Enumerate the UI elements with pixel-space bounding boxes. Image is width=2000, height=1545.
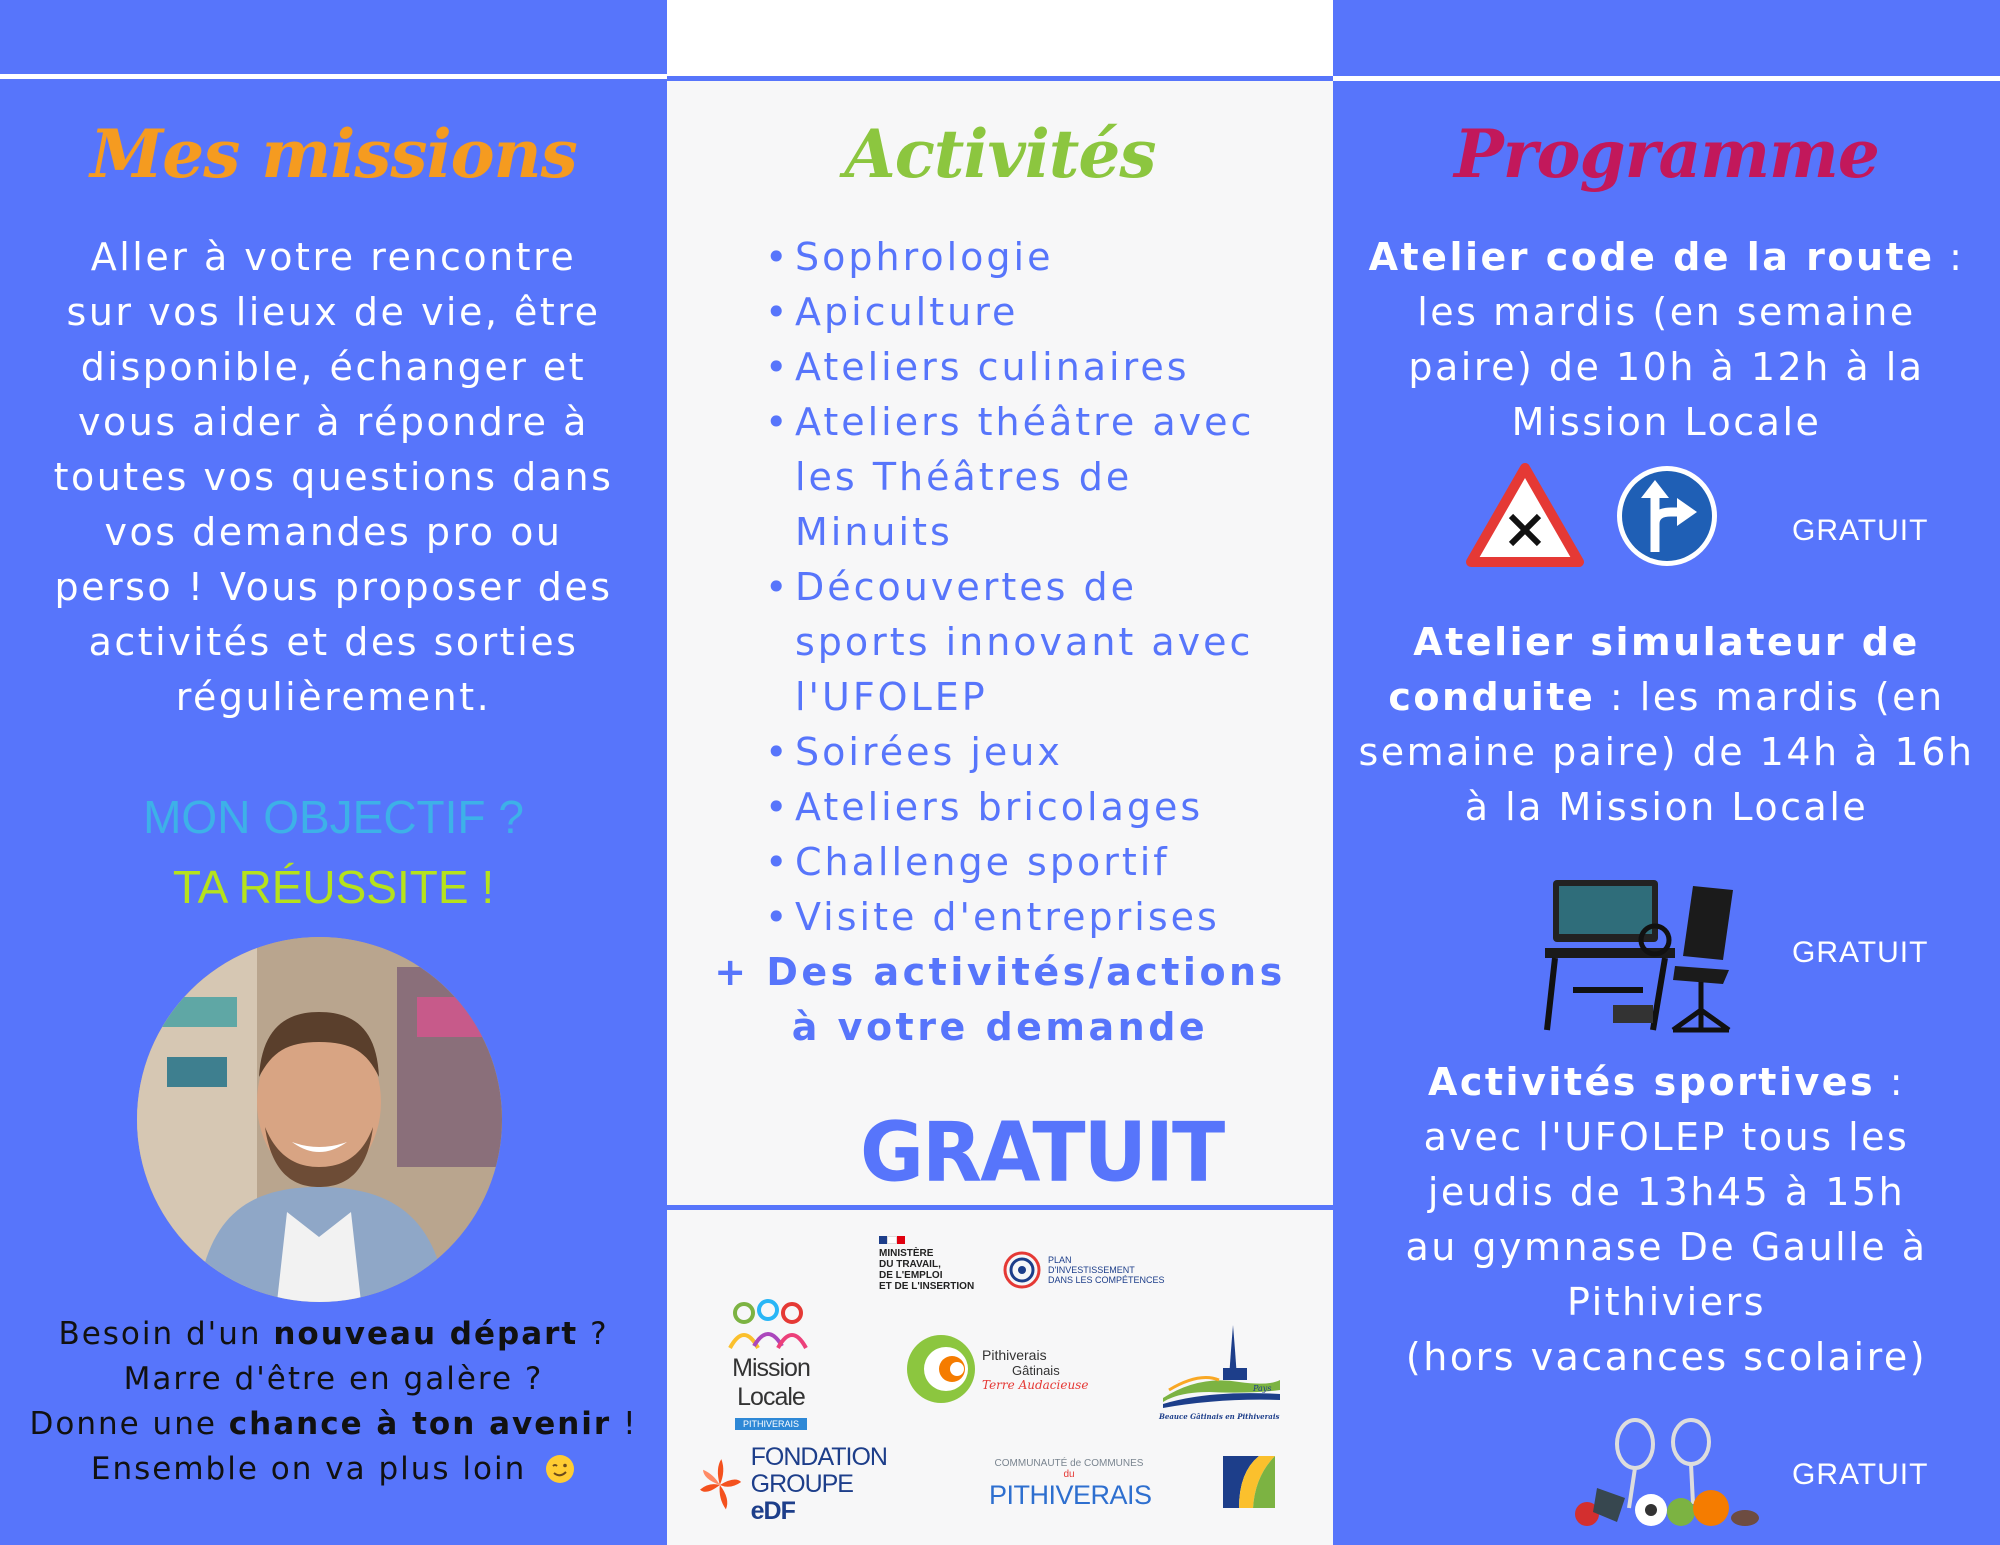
text-line: disponible, échanger et — [80, 345, 587, 389]
simulateur-section — [1333, 615, 2000, 835]
text-line: vos demandes pro ou — [104, 510, 563, 554]
ministry-logo — [879, 1236, 989, 1292]
ccpg-logo — [904, 1332, 1094, 1406]
logo-text: Pithiverais — [982, 1346, 1047, 1363]
code-route-section — [1333, 230, 2000, 450]
logo-text: D'INVESTISSEMENT — [1048, 1265, 1135, 1275]
text-line: régulièrement. — [175, 675, 492, 719]
section-heading: conduite — [1388, 675, 1596, 719]
activity-text: Découvertes de — [795, 565, 1138, 609]
section-heading: Atelier simulateur de — [1413, 620, 1920, 664]
bullet: • — [765, 290, 791, 334]
text-line: Pithiviers — [1566, 1280, 1767, 1324]
logo-text: Pays — [1253, 1384, 1272, 1393]
divider — [1333, 76, 2000, 81]
activities-list — [765, 230, 1305, 945]
activity-text: Ateliers culinaires — [795, 345, 1190, 389]
activity-text: Sophrologie — [795, 235, 1054, 279]
divider — [667, 1205, 1333, 1210]
appeal-fragment: Donne une — [29, 1406, 229, 1442]
activity-text: Challenge sportif — [795, 840, 1170, 884]
appeal-fragment: Ensemble on va plus loin — [90, 1451, 527, 1487]
text-line: (hors vacances scolaire) — [1405, 1335, 1928, 1379]
text-line: Aller à votre rencontre — [90, 235, 577, 279]
danger-crossroad-sign-icon — [1465, 462, 1585, 568]
activity-text: Minuits — [795, 510, 953, 554]
section-heading: Activités sportives — [1427, 1060, 1876, 1104]
appeal-text — [20, 1312, 647, 1492]
activity-text: les Théâtres de — [795, 455, 1133, 499]
divider — [667, 76, 1333, 81]
section-heading: Atelier code de la route — [1368, 235, 1935, 279]
text-line: jeudis de 13h45 à 15h — [1427, 1170, 1906, 1214]
appeal-line — [20, 1402, 647, 1447]
activity-text: Soirées jeux — [795, 730, 1063, 774]
advisor-photo — [137, 937, 502, 1302]
logo-text: FONDATION — [750, 1443, 887, 1471]
logo-text: Gâtinais — [1012, 1362, 1060, 1378]
bullet: • — [765, 400, 791, 444]
heading-suffix: : — [1875, 1060, 1906, 1104]
section-heading-line — [1333, 1055, 2000, 1110]
appeal-fragment: ? — [578, 1316, 609, 1352]
list-item — [765, 725, 1305, 780]
region-emblem-icon — [1219, 1452, 1279, 1512]
bullet: • — [765, 785, 791, 829]
fondation-edf-logo — [697, 1444, 887, 1525]
free-label: GRATUIT — [1792, 514, 1929, 547]
text-line: vous aider à répondre à — [78, 400, 589, 444]
list-item — [765, 560, 1305, 725]
list-item — [765, 890, 1305, 945]
logo-text: PLAN — [1048, 1255, 1072, 1265]
bullet: • — [765, 235, 791, 279]
logo-text: PITHIVERAIS — [735, 1418, 807, 1430]
logo-text: DU TRAVAIL, — [879, 1259, 941, 1270]
extra-line: + Des activités/actions — [714, 950, 1286, 994]
missions-panel — [0, 0, 667, 1545]
objective-question: MON OBJECTIF ? — [143, 791, 524, 843]
divider — [0, 74, 667, 79]
direction-sign-icon — [1615, 464, 1719, 568]
appeal-fragment: Besoin d'un — [58, 1316, 274, 1352]
free-stamp: GRATUIT — [860, 1105, 1224, 1201]
text-line: activités et des sorties — [88, 620, 579, 664]
list-item — [765, 285, 1305, 340]
activity-text: Ateliers bricolages — [795, 785, 1204, 829]
logo-text: COMMUNAUTÉ de COMMUNES — [994, 1458, 1144, 1469]
list-item — [765, 230, 1305, 285]
pic-emblem-icon — [1002, 1250, 1042, 1290]
programme-panel — [1333, 0, 2000, 1545]
text-line: Mission Locale — [1511, 400, 1822, 444]
appeal-line: Marre d'être en galère ? — [123, 1361, 544, 1397]
activity-text: Ateliers théâtre avec — [795, 400, 1255, 444]
logo-text: eDF — [750, 1497, 795, 1525]
activities-title: Activités — [844, 115, 1156, 193]
mission-locale-logo — [701, 1298, 841, 1431]
bullet: • — [765, 895, 791, 939]
pays-logo — [1159, 1320, 1284, 1428]
pic-logo — [1002, 1250, 1182, 1290]
activity-text: sports innovant avec — [795, 620, 1254, 664]
bullet: • — [765, 840, 791, 884]
logo-text: DE L'EMPLOI — [879, 1270, 943, 1281]
church-landscape-icon — [1159, 1320, 1284, 1408]
list-item — [765, 780, 1305, 835]
logo-text: ET DE L'INSERTION — [879, 1281, 975, 1292]
text-line: avec l'UFOLEP tous les — [1423, 1115, 1910, 1159]
text-line: perso ! Vous proposer des — [54, 565, 613, 609]
text-line: paire) de 10h à 12h à la — [1408, 345, 1925, 389]
free-label: GRATUIT — [1792, 936, 1929, 969]
heading-suffix: : — [1934, 235, 1965, 279]
appeal-emphasis: chance à ton avenir — [228, 1406, 612, 1442]
ccpg-emblem-icon — [904, 1332, 978, 1406]
text-line: sur vos lieux de vie, être — [66, 290, 601, 334]
activity-text: Apiculture — [795, 290, 1019, 334]
text-line: à la Mission Locale — [1464, 785, 1869, 829]
bullet: • — [765, 345, 791, 389]
logo-text: PITHIVERAIS — [989, 1480, 1152, 1510]
objective-answer: TA RÉUSSITE ! — [172, 861, 495, 913]
sport-section — [1333, 1055, 2000, 1385]
cc-pithiverais-logo — [989, 1458, 1152, 1511]
text-line: semaine paire) de 14h à 16h — [1358, 730, 1975, 774]
appeal-emphasis: nouveau départ — [273, 1316, 579, 1352]
list-item — [765, 340, 1305, 395]
logo-text: du — [1063, 1469, 1075, 1480]
appeal-fragment: ! — [611, 1406, 638, 1442]
list-item — [765, 395, 1305, 560]
extra-line: à votre demande — [791, 1005, 1209, 1049]
activity-text: Visite d'entreprises — [795, 895, 1220, 939]
appeal-line — [20, 1312, 647, 1357]
heading-suffix: : les mardis (en — [1595, 675, 1945, 719]
driving-simulator-icon — [1543, 870, 1753, 1040]
text-line: au gymnase De Gaulle à — [1405, 1225, 1928, 1269]
activity-text: l'UFOLEP — [795, 675, 988, 719]
section-heading-line — [1333, 230, 2000, 285]
edf-flower-icon — [697, 1447, 743, 1523]
missions-title: Mes missions — [90, 115, 577, 193]
logo-text: Mission Locale — [732, 1354, 810, 1411]
people-icon — [716, 1298, 826, 1350]
extra-activities — [700, 945, 1300, 1055]
programme-title: Programme — [1454, 115, 1879, 193]
free-label: GRATUIT — [1792, 1458, 1929, 1491]
appeal-line — [20, 1447, 647, 1492]
text-line: toutes vos questions dans — [53, 455, 614, 499]
logo-text: MINISTÈRE — [879, 1248, 934, 1259]
missions-text — [20, 230, 647, 725]
logo-text: Terre Audacieuse — [982, 1377, 1089, 1392]
top-band — [667, 0, 1333, 76]
bullet: • — [765, 730, 791, 774]
bullet: • — [765, 565, 791, 609]
french-flag-icon — [879, 1236, 905, 1244]
logo-text: Beauce Gâtinais en Pithiverais — [1159, 1412, 1280, 1421]
logo-text: DANS LES COMPÉTENCES — [1048, 1275, 1165, 1285]
partner-logos — [667, 1212, 1333, 1545]
region-logo — [1219, 1452, 1279, 1512]
sports-equipment-icon — [1563, 1418, 1763, 1530]
text-line: les mardis (en semaine — [1417, 290, 1916, 334]
logo-text: GROUPE — [750, 1470, 853, 1498]
section-heading-line — [1333, 670, 2000, 725]
wink-emoji-icon — [544, 1453, 576, 1485]
list-item — [765, 835, 1305, 890]
